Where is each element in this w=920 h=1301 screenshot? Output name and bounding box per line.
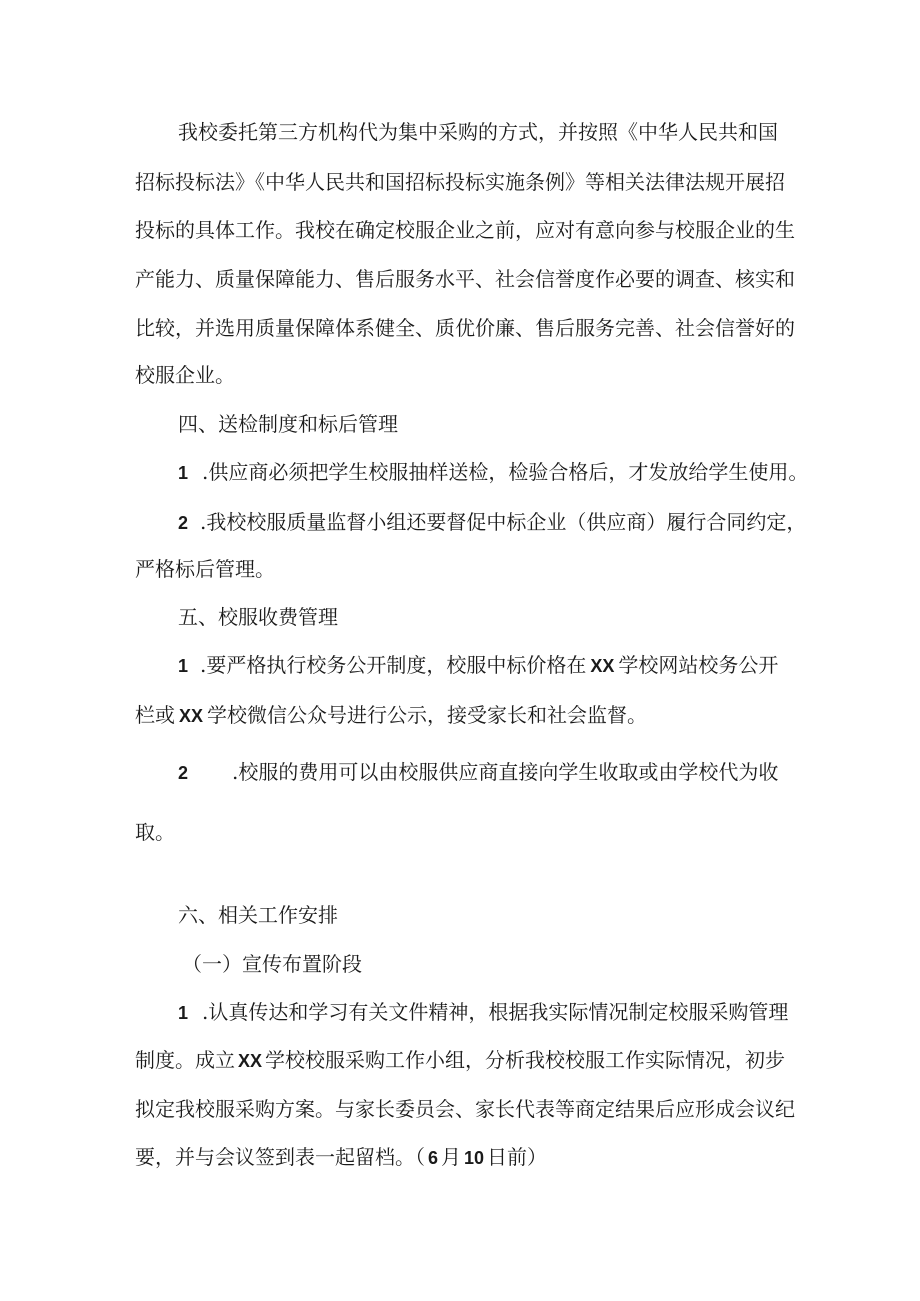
placeholder-xx: XX (238, 1051, 263, 1071)
text-line (0, 1145, 920, 1170)
item-text: 要，并与会议签到表一起留档。（ (135, 1145, 425, 1169)
section-heading: 四、送检制度和标后管理 (178, 412, 398, 436)
item-text: 栏或 (135, 703, 175, 727)
text-line (0, 1048, 920, 1073)
list-item (0, 653, 920, 678)
item-text: 学校微信公众号进行公示，接受家长和社会监督。 (207, 703, 648, 727)
item-number: 1 (178, 656, 189, 676)
placeholder-xx: XX (179, 706, 204, 726)
item-text: .供应商必须把学生校服抽样送检，检验合格后，才发放给学生使用。 (202, 460, 809, 484)
section-heading: 五、校服收费管理 (178, 605, 338, 629)
text-line: 我校委托第三方机构代为集中采购的方式，并按照《中华人民共和国 (178, 120, 778, 144)
text-line: 严格标后管理。 (135, 557, 275, 581)
date-month: 6 (428, 1148, 439, 1168)
item-text: .要严格执行校务公开制度，校服中标价格在 (200, 653, 587, 677)
item-text: .校服的费用可以由校服供应商直接向学生收取或由学校代为收 (232, 760, 779, 784)
item-text: 制度。成立 (135, 1048, 235, 1072)
list-item (0, 460, 920, 485)
list-item (0, 1000, 920, 1025)
item-number: 2 (178, 513, 189, 533)
text-line (0, 703, 920, 728)
placeholder-xx: XX (590, 656, 615, 676)
date-day: 10 (464, 1148, 485, 1168)
list-item (0, 510, 920, 535)
text-line: 比较，并选用质量保障体系健全、质优价廉、售后服务完善、社会信誉好的 (135, 316, 795, 340)
item-text: 日前） (487, 1145, 548, 1169)
item-text: 学校校服采购工作小组，分析我校校服工作实际情况，初步 (265, 1048, 786, 1072)
text-line: 产能力、质量保障能力、售后服务水平、社会信誉度作必要的调查、核实和 (135, 267, 795, 291)
text-line: 招标投标法》《中华人民共和国招标投标实施条例》等相关法律法规开展招 (135, 170, 785, 194)
list-item (0, 760, 920, 785)
item-number: 1 (178, 1003, 189, 1023)
text-line: 投标的具体工作。我校在确定校服企业之前，应对有意向参与校服企业的生 (135, 218, 795, 242)
item-number: 2 (178, 763, 189, 783)
sub-heading: （一）宣传布置阶段 (182, 952, 362, 976)
item-number: 1 (178, 463, 189, 483)
text-line: 校服企业。 (135, 363, 235, 387)
text-line: 取。 (135, 820, 175, 844)
item-text: .认真传达和学习有关文件精神，根据我实际情况制定校服采购管理 (202, 1000, 789, 1024)
item-text: 学校网站校务公开 (618, 653, 779, 677)
text-line: 拟定我校服采购方案。与家长委员会、家长代表等商定结果后应形成会议纪 (135, 1097, 795, 1121)
item-text: .我校校服质量监督小组还要督促中标企业（供应商）履行合同约定， (200, 510, 807, 534)
section-heading: 六、相关工作安排 (178, 903, 338, 927)
item-text: 月 (441, 1145, 462, 1169)
